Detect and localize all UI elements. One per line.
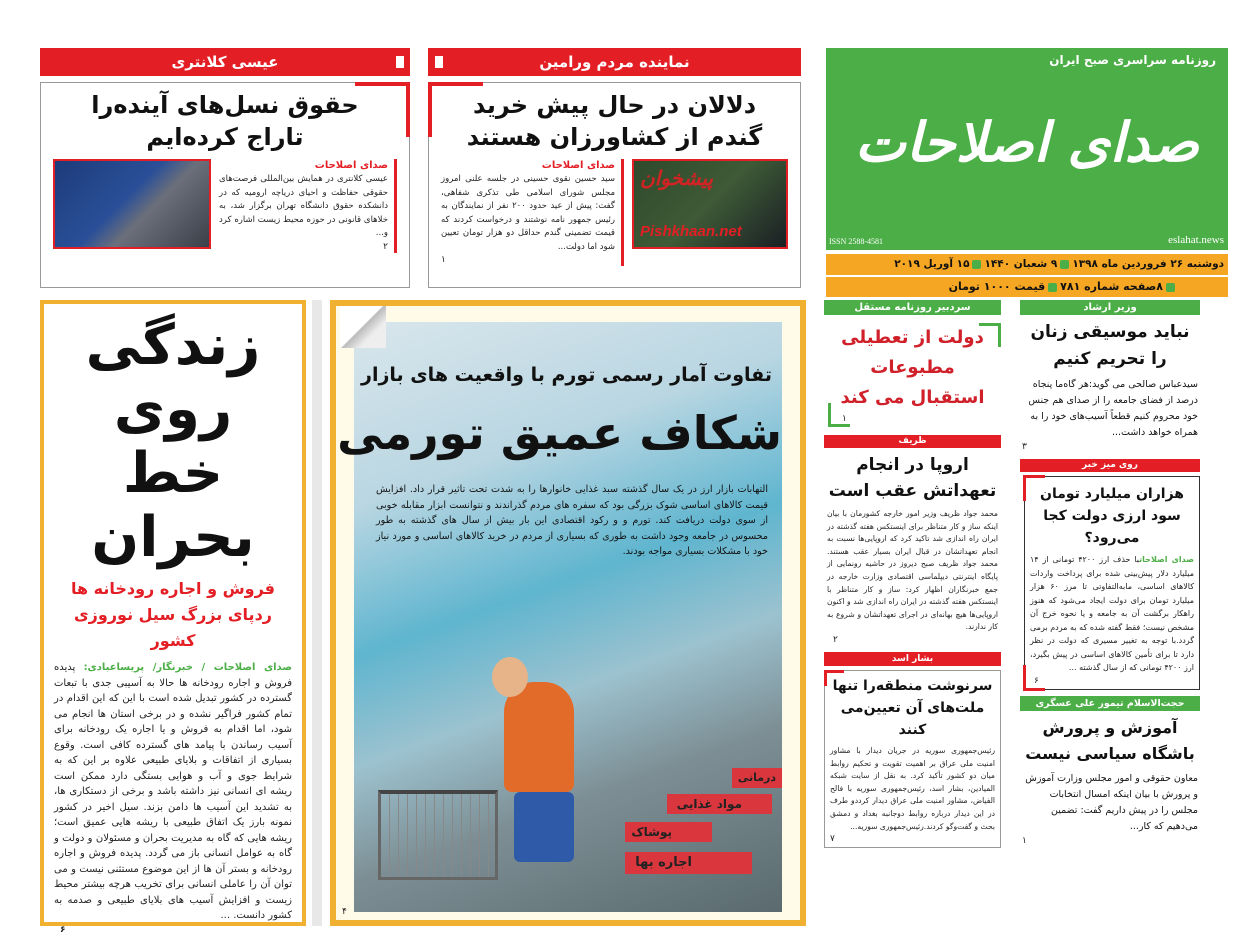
body-text: با حذف ارز ۴۲۰۰ تومانی از ۱۴ میلیارد دلار پیش‌بینی شده برای پرداخت واردات کالاهای اساسی، مابه‌التفاوتی تا مرز ۶۰ هزار میلیارد تومان برای دولت ایجاد می‌شود که هنوز راهکار برگشت آن به جامعه و یا نحوه خرج آن مشخص نیست؛ فقط گفته شده که به مردم برمی گردد.با توجه به تغییر مسیری که دولت در نظر دارد تا برای تأمین کالاهای اساسی در پیش بگیرد، ارز ۴۲۰۰ تومانی که از سال گذشته ... <box>1030 555 1194 672</box>
page-number: ۱ <box>1022 835 1027 846</box>
story-row <box>441 159 788 266</box>
price-ribbons <box>564 768 782 888</box>
ribbon-label: مواد غذایی <box>667 794 772 814</box>
story-text <box>219 159 397 253</box>
photo <box>632 159 788 249</box>
headline-line: روی خط <box>113 377 233 506</box>
source: صدای اصلاحات <box>314 160 388 171</box>
body <box>1030 553 1194 675</box>
date-hijri: ۹ شعبان ۱۴۴۰ <box>984 258 1058 270</box>
section-label: عیسی کلانتری <box>40 48 410 76</box>
section-label: ظریف <box>824 435 1001 448</box>
story-left-column[interactable] <box>40 300 306 935</box>
body: عیسی کلانتری در همایش بین‌المللی فرصت‌های حقوقی حفاظت و احیای دریاچه ارومیه که در دانشکده حقوق دانشگاه تهران برگزار شد، به خلاهای قانونی در حوزه محیط زیست اشاره کرد و... <box>219 174 388 238</box>
section-label: روی میز خبر <box>1020 459 1200 472</box>
headline-line: زندگی <box>85 313 261 378</box>
story-center[interactable] <box>330 300 806 926</box>
kicker: تفاوت آمار رسمی تورم با واقعیت های بازار <box>361 364 772 386</box>
headline: حقوق نسل‌های آینده‌را تاراج کرده‌ایم <box>91 91 359 151</box>
headline: نباید موسیقی زنان را تحریم کنیم <box>1030 322 1190 369</box>
issue-info: ۸صفحه شماره ۷۸۱ <box>1060 280 1163 293</box>
corner-accent <box>1023 665 1045 691</box>
cart-icon <box>378 790 498 880</box>
story-col3-zarif[interactable] <box>824 448 1001 646</box>
masthead <box>826 48 1228 250</box>
headline: هزاران میلیارد تومان سود ارزی دولت کجا می‌رود؟ <box>1040 486 1184 546</box>
body: سید حسین نقوی حسینی در جلسه علنی امروز مجلس شورای اسلامی طی تذکری شفاهی، گفت: پیش از عید حدود ۲۰۰ نفر از نمایندگان به رئیس جمهور نامه نوشتند و درخواست کردند که قیمت تضمینی گندم حداقل دو هزار تومان تعیین شود اما دولت... <box>441 174 615 252</box>
body: التهابات بازار ارز در یک سال گذشته سبد غذایی خانوارها را به شدت تحت تاثیر قرار داد. افزایش قیمت کالاهای اساسی شوک بزرگی بود که سفره های مردم گذراندند و نتوانست ابزار مقابله خوبی از سوی دولت دریافت کند. تورم و و رکود اقتصادی این بار بیش از سال های گذشته به طور محسوس در جامعه وجود داشت به طوری که بسیاری از مردم در خرید کالاهای اساسی و مورد نیاز خود با مشکلات بسیاری مواجه بودند. <box>376 484 768 557</box>
headline: آموزش و پرورش باشگاه سیاسی نیست <box>1025 717 1195 763</box>
section-label: حجت‌الاسلام تیمور علی عسگری <box>1020 696 1200 711</box>
story-text <box>441 159 624 266</box>
section-label: سردبیر روزنامه مستقل <box>824 300 1001 315</box>
byline: صدای اصلاحات / خبرنگار/ پریساعبادی: <box>83 662 292 673</box>
headline: شکاف عمیق تورمی <box>337 406 782 460</box>
masthead-tagline: روزنامه سراسری صبح ایران <box>1049 53 1216 67</box>
man-head <box>492 657 528 697</box>
watermark-url: Pishkhaan.net <box>640 223 742 240</box>
body: معاون حقوقی و امور مجلس وزارت آموزش و پرورش با بیان اینکه امسال انتخابات مجلس را در پیش داریم گفت: تضمین می‌دهیم که کار... <box>1025 772 1198 832</box>
issn: ISSN 2588-4581 <box>829 237 884 246</box>
story-top-middle[interactable] <box>428 82 801 288</box>
label-square-icon <box>435 56 443 68</box>
column-3 <box>824 300 1001 848</box>
bullet-icon <box>1166 283 1175 292</box>
bullet-icon <box>1060 260 1069 269</box>
date-gregorian: ۱۵ آوریل ۲۰۱۹ <box>894 258 970 270</box>
watermark-fa: پیشخوان <box>640 166 713 190</box>
bullet-icon <box>1048 283 1057 292</box>
body: رئیس‌جمهوری سوریه در جریان دیدار با مشاور امنیت ملی عراق بر اهمیت تقویت و تحکیم روابط میان دو کشور تأکید کرد. به نقل از سایت شبکه المیادین، بشار اسد، رئیس‌جمهوری سوریه با فالح الفیاض، مشاور امنیت ملی عراق دیدار کرددو طرف در این دیدار درباره روابط دوجانبه بغداد و دمشق بحث و گفت‌وگو کردند.رئیس‌جمهوری سوریه... <box>830 745 995 831</box>
source: صدای اصلاحات <box>541 160 615 171</box>
corner-accent <box>979 323 1001 347</box>
story-row <box>53 159 397 253</box>
story-col4-currency[interactable] <box>1024 476 1200 690</box>
headline: دولت از تعطیلی مطبوعات استقبال می کند <box>840 327 985 408</box>
corner-accent <box>1023 475 1045 501</box>
page-number: ۴ <box>342 907 347 917</box>
section-label: بشار اسد <box>824 652 1001 666</box>
subhead: فروش و اجاره رودخانه ها ردپای بزرگ سیل نوروزی کشور <box>70 579 276 650</box>
label-square-icon <box>396 56 404 68</box>
photo <box>53 159 211 249</box>
website: eslahat.news <box>1168 234 1224 246</box>
page-number: ۱ <box>842 414 847 424</box>
headline: دلالان در حال پیش خرید گندم از کشاورزان هستند <box>466 91 763 151</box>
story-col3-assad[interactable] <box>824 670 1001 848</box>
page-number: ۶ <box>60 924 66 935</box>
page-curl-icon <box>340 306 386 348</box>
ribbon-label: اجاره بها <box>625 852 752 874</box>
price: قیمت ۱۰۰۰ تومان <box>948 280 1046 293</box>
story-col4-ershad[interactable] <box>1020 315 1200 453</box>
headline <box>54 314 292 570</box>
date-jalali: دوشنبه ۲۶ فروردین ماه ۱۳۹۸ <box>1072 258 1224 270</box>
headline-line: بحران <box>91 505 255 570</box>
page-number: ۷ <box>830 834 835 845</box>
column-separator <box>312 300 322 926</box>
section-label: نماینده مردم ورامین <box>428 48 801 76</box>
newspaper-logo: صدای اصلاحات <box>854 111 1199 174</box>
story-col4-education[interactable] <box>1020 711 1200 847</box>
headline: سرنوشت منطقه‌را تنها ملت‌های آن تعیین‌می کنند <box>832 677 993 738</box>
corner-accent <box>828 403 850 427</box>
page-number: ۲ <box>833 634 838 645</box>
headline: اروپا در انجام تعهداتش عقب است <box>828 455 997 501</box>
page-number: ۶ <box>1034 675 1039 686</box>
corner-accent <box>824 670 844 686</box>
bullet-icon <box>972 260 981 269</box>
body: سیدعباس صالحی می گوید:هر گاه‌ما پنجاه درصد از فضای جامعه را از صدای هم جنس خود محروم کنیم قطعاً آسیب‌های خود را به همراه خواهد داشت... <box>1028 379 1198 438</box>
story-top-left[interactable] <box>40 82 410 288</box>
illustration <box>337 322 782 912</box>
ribbon-label: درمانی <box>732 768 782 788</box>
page-number: ۱ <box>441 255 446 265</box>
date-bar <box>826 254 1228 275</box>
body-text: پدیده فروش و اجاره رودخانه ها حالا به آسیبی جدی با تبعات گسترده در کشور تبدیل شده است با این که این اقدام در تمام کشور فراگیر نشده و در برخی استان ها انجام می شود، اما اقدام به فروش و یا اجاره یک رودخانه برای آسیب رساندن با پیامد های گسترده کافی است. وقوع بسیاری از اتفاقات و بلایای طبیعی علاوه بر این که به شرایط جوی و آب و هوایی بستگی دارد ممکن است ریشه ای انسانی نیز داشته باشد و برخی از دستکاری ها، به تشدید این آسیب ها دامن بزند. سیل اخیر در کشور نمونه بارز یک اتفاق طبیعی با ریشه هایی عمیق است؛ ریشه هایی که گاه به مدیریت بحران و مسئولان و دولت و گاه به عوامل انسانی باز می گردد. پدیده فروش و اجاره رودخانه و بستر آن ها از این موضوع مستثنی نیست و می توان آن را عاملی انسانی برای تخریب هرچه بیشتر محیط زیست و افزایش آسیب های بلایای طبیعی و صدمه به کشور دانست. ... <box>54 662 292 921</box>
body <box>54 660 292 924</box>
column-4 <box>1020 300 1200 847</box>
ribbon-label: پوشاک <box>625 822 712 842</box>
issue-bar <box>826 277 1228 297</box>
section-label: وزیر ارشاد <box>1020 300 1200 315</box>
source: صدای اصلاحات <box>1139 555 1195 564</box>
page-number: ۳ <box>1022 442 1027 452</box>
story-col3-editor[interactable] <box>824 315 1001 427</box>
page-number: ۲ <box>383 241 388 252</box>
body: محمد جواد ظریف وزیر امور خارجه کشورمان با بیان اینکه ساز و کار متناظر برای اینستکس هفته گذشته در ایران راه اندازی شد تاکید کرد که اروپایی‌ها نسبت به انجام تعهداتشان در قبال ایران بسیار عقب هستند. محمد جواد ظریف صبح دیروز در حاشیه رونمایی از پایگاه اینترنتی دیپلماسی اقتصادی وزارت خارجه در جمع خبرنگاران اظهار کرد: ساز و کار متناظر با اینستکس هفته گذشته در ایران راه اندازی شد و اکنون اروپایی‌ها هیچ بهانه‌ای در اجرای تعهداتشان و شروع به کار ندارند. <box>827 509 998 632</box>
